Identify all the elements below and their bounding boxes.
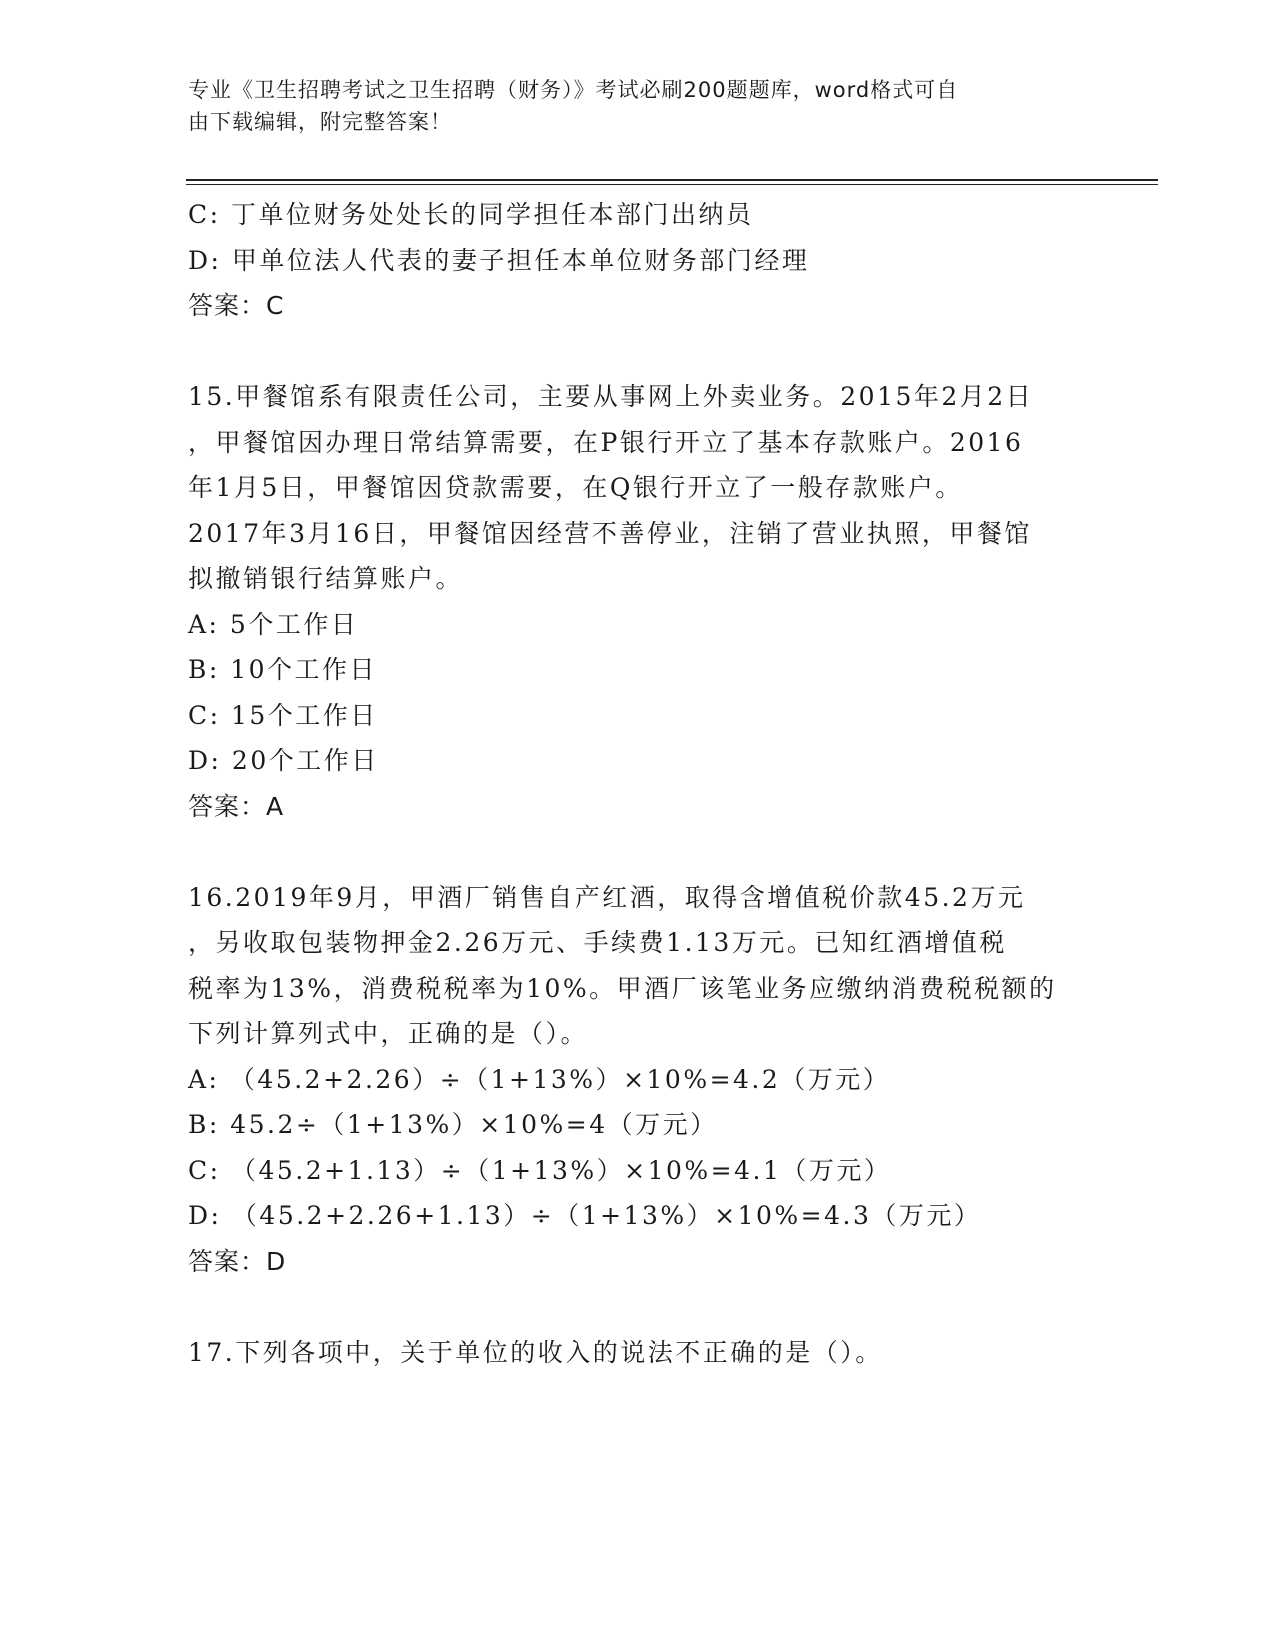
question-15-stem-line: 15.甲餐馆系有限责任公司，主要从事网上外卖业务。2015年2月2日	[188, 382, 1034, 411]
question-14-option-c: C: 丁单位财务处处长的同学担任本部门出纳员	[188, 200, 754, 229]
question-17-stem-line: 17.下列各项中，关于单位的收入的说法不正确的是（）。	[188, 1337, 883, 1367]
question-16-stem-line: 16.2019年9月，甲酒厂销售自产红酒，取得含增值税价款45.2万元	[188, 882, 1026, 912]
question-15-stem-line: 年1月5日，甲餐馆因贷款需要，在Q银行开立了一般存款账户。	[188, 473, 963, 502]
question-14-option-d: D: 甲单位法人代表的妻子担任本单位财务部门经理	[188, 245, 810, 275]
question-14-answer: 答案：C	[188, 291, 285, 320]
question-16-option-a: A: （45.2+2.26）÷（1+13%）×10%=4.2（万元）	[188, 1064, 891, 1094]
question-15-option-b: B: 10个工作日	[188, 655, 378, 684]
spacer	[188, 829, 1088, 875]
question-15-stem-line: 2017年3月16日，甲餐馆因经营不善停业，注销了营业执照，甲餐馆	[188, 518, 1032, 548]
question-15-answer: 答案：A	[188, 791, 285, 821]
question-16-stem-line: ，另收取包装物押金2.26万元、手续费1.13万元。已知红酒增值税	[188, 928, 1007, 957]
header-rule-thin	[186, 184, 1158, 185]
document-body	[188, 192, 1088, 1375]
question-15-option-c: C: 15个工作日	[188, 700, 378, 730]
question-15-stem-line: ，甲餐馆因办理日常结算需要，在P银行开立了基本存款账户。2016	[188, 427, 1024, 457]
question-15-stem-line: 拟撤销银行结算账户。	[188, 564, 464, 593]
question-16-stem-line: 下列计算列式中，正确的是（）。	[188, 1019, 589, 1048]
question-16-option-c: C: （45.2+1.13）÷（1+13%）×10%=4.1（万元）	[188, 1155, 892, 1185]
header-rule-thick	[186, 179, 1158, 181]
question-16-option-d: D: （45.2+2.26+1.13）÷（1+13%）×10%=4.3（万元）	[188, 1201, 982, 1230]
question-16-stem-line: 税率为13%，消费税税率为10%。甲酒厂该笔业务应缴纳消费税税额的	[188, 973, 1057, 1003]
question-16-option-b: B: 45.2÷（1+13%）×10%=4（万元）	[188, 1110, 718, 1139]
question-15-option-a: A: 5个工作日	[188, 609, 359, 639]
header-line-1: 专业《卫生招聘考试之卫生招聘（财务）》考试必刷200题题库，word格式可自	[188, 78, 959, 102]
document-header	[188, 74, 1068, 138]
question-16-answer: 答案：D	[188, 1246, 287, 1276]
header-line-2: 由下载编辑，附完整答案！	[188, 110, 452, 134]
question-15-option-d: D: 20个工作日	[188, 746, 379, 775]
spacer	[188, 1284, 1088, 1330]
spacer	[188, 329, 1088, 375]
